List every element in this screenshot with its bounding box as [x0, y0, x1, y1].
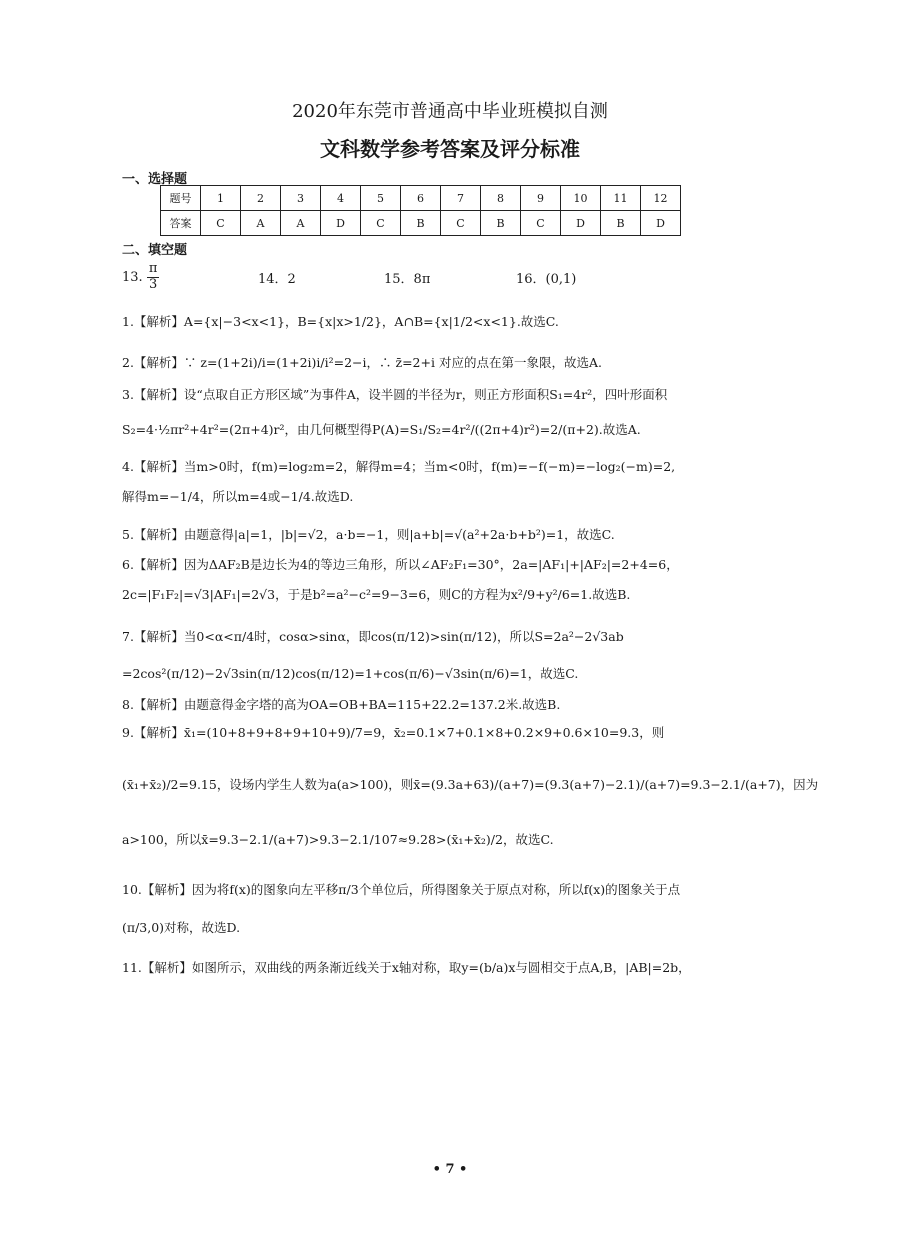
fill-answer-15: 15．8π: [384, 272, 431, 287]
solution-line: 3.【解析】设“点取自正方形区域”为事件A，设半圆的半径为r，则正方形面积S₁=4r²，四叶形面积: [122, 387, 668, 402]
solution-line: 11.【解析】如图所示，双曲线的两条渐近线关于x轴对称，取y=(b/a)x与圆相交于点A,B，|AB|=2b，: [122, 960, 691, 975]
fraction: [147, 262, 160, 293]
table-cell: D: [641, 211, 681, 236]
table-header-cell: 题号: [161, 186, 201, 211]
section-fill-label: 二、填空题: [122, 243, 188, 258]
solution-line: 7.【解析】当0<α<π/4时，cosα>sinα，即cos(π/12)>sin(π/12)，所以S=2a²−2√3ab: [122, 629, 624, 644]
table-cell: C: [361, 211, 401, 236]
table-cell: B: [601, 211, 641, 236]
solution-line: 10.【解析】因为将f(x)的图象向左平移π/3个单位后，所得图象关于原点对称，所以f(x)的图象关于点: [122, 882, 681, 897]
solution-line: 8.【解析】由题意得金字塔的高为OA=OB+BA=115+22.2=137.2米.故选B.: [122, 697, 561, 712]
solution-line: 2c=|F₁F₂|=√3|AF₁|=2√3，于是b²=a²−c²=9−3=6，则C的方程为x²/9+y²/6=1.故选B.: [122, 587, 631, 602]
table-cell: 10: [561, 186, 601, 211]
page-number: • 7 •: [432, 1162, 468, 1177]
question-number: 13.: [122, 269, 143, 285]
table-cell: 5: [361, 186, 401, 211]
table-cell: 8: [481, 186, 521, 211]
table-cell: 11: [601, 186, 641, 211]
document-title: 2020年东莞市普通高中毕业班模拟自测: [292, 101, 608, 122]
table-cell: 12: [641, 186, 681, 211]
table-row: [161, 186, 681, 211]
solution-line: S₂=4·½πr²+4r²=(2π+4)r²，由几何概型得P(A)=S₁/S₂=4r²/((2π+4)r²)=2/(π+2).故选A.: [122, 422, 641, 437]
table-cell: D: [321, 211, 361, 236]
solution-line: 6.【解析】因为ΔAF₂B是边长为4的等边三角形，所以∠AF₂F₁=30°，2a=|AF₁|+|AF₂|=2+4=6，: [122, 557, 679, 572]
fraction-denominator: 3: [148, 276, 158, 292]
table-cell: 6: [401, 186, 441, 211]
table-cell: C: [201, 211, 241, 236]
answer-table: [160, 185, 681, 236]
table-cell: B: [481, 211, 521, 236]
table-cell: 7: [441, 186, 481, 211]
fraction-numerator: π: [148, 261, 158, 276]
table-cell: 2: [241, 186, 281, 211]
solution-line: 9.【解析】x̄₁=(10+8+9+8+9+10+9)/7=9，x̄₂=0.1×7+0.1×8+0.2×9+0.6×10=9.3，则: [122, 725, 665, 740]
table-row: [161, 211, 681, 236]
table-cell: 3: [281, 186, 321, 211]
table-cell: B: [401, 211, 441, 236]
fill-answer-16: 16．(0,1): [516, 272, 577, 287]
solution-line: a>100，所以x̄=9.3−2.1/(a+7)>9.3−2.1/107≈9.28>(x̄₁+x̄₂)/2，故选C.: [122, 832, 554, 847]
solution-line: (π/3,0)对称，故选D.: [122, 920, 241, 935]
table-cell: D: [561, 211, 601, 236]
table-cell: A: [281, 211, 321, 236]
solution-line: 解得m=−1/4，所以m=4或−1/4.故选D.: [122, 489, 354, 504]
section-choice-label: 一、选择题: [122, 172, 188, 187]
solution-line: (x̄₁+x̄₂)/2=9.15，设场内学生人数为a(a>100)，则x̄=(9.3a+63)/(a+7)=(9.3(a+7)−2.1)/(a+7)=9.3−2.1/(a+7)，因为: [122, 777, 819, 792]
table-cell: 9: [521, 186, 561, 211]
solution-line: 2.【解析】∵ z=(1+2i)/i=(1+2i)i/i²=2−i，∴ z̄=2+i 对应的点在第一象限，故选A.: [122, 355, 602, 370]
solution-line: 1.【解析】A={x|−3<x<1}，B={x|x>1/2}，A∩B={x|1/2<x<1}.故选C.: [122, 314, 559, 329]
fill-answer-14: 14．2: [258, 272, 296, 287]
table-cell: C: [521, 211, 561, 236]
document-subtitle: 文科数学参考答案及评分标准: [320, 137, 580, 161]
solution-line: 4.【解析】当m>0时，f(m)=log₂m=2，解得m=4；当m<0时，f(m)=−f(−m)=−log₂(−m)=2,: [122, 459, 676, 474]
table-cell: A: [241, 211, 281, 236]
solution-line: =2cos²(π/12)−2√3sin(π/12)cos(π/12)=1+cos(π/6)−√3sin(π/6)=1，故选C.: [122, 666, 579, 681]
table-header-cell: 答案: [161, 211, 201, 236]
table-cell: 4: [321, 186, 361, 211]
table-cell: C: [441, 211, 481, 236]
table-cell: 1: [201, 186, 241, 211]
fill-answer-13: [122, 262, 159, 293]
solution-line: 5.【解析】由题意得|a|=1，|b|=√2，a·b=−1，则|a+b|=√(a²+2a·b+b²)=1，故选C.: [122, 527, 615, 542]
